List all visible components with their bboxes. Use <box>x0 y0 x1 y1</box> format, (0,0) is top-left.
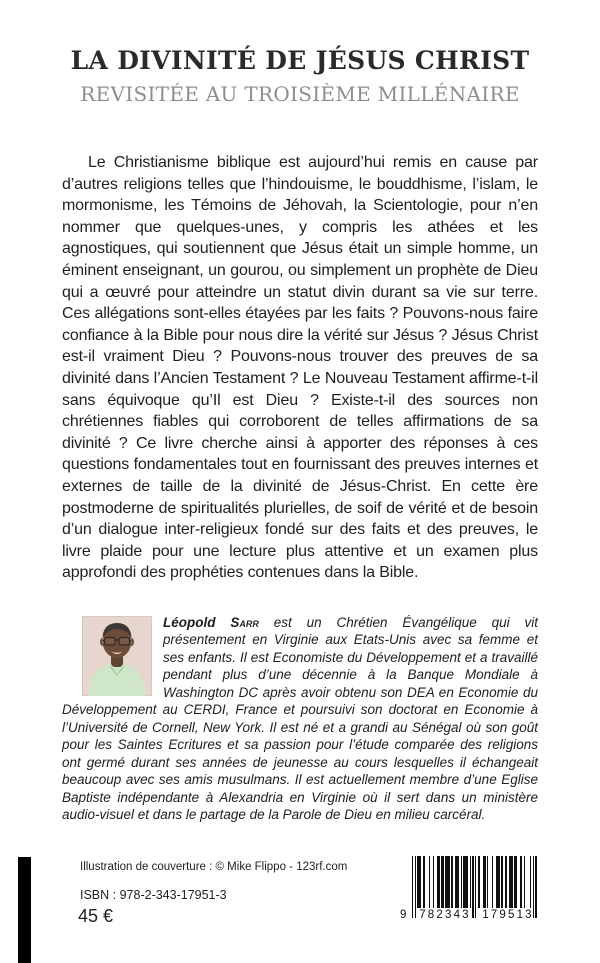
barcode-digit-group-1: 782343 <box>419 909 471 921</box>
author-name <box>163 615 259 630</box>
author-portrait-photo <box>82 616 152 696</box>
author-last-name: Sarr <box>230 614 259 630</box>
author-bio-text: est un Chrétien Évangélique qui vit présentement en Virginie aux Etats-Unis avec sa femme et ses enfants. Il est Economiste du Développement et a travaillé pendant plus d’une décennie à la Banque Mondiale à Washington DC après avoir obtenu son DEA en Economie du Développement au CERDI, France et poursuivi son doctorat en Economie à l’Université de Cornell, New York. Il est né et a grandi au Sénégal où son goût pour les Saintes Ecritures et sa passion pour l’étude comparée des religions ont germé durant ses années de jeunesse au cours lesquelles il échangeait beaucoup avec ses amis musulmans. Il est actuellement membre d’une Eglise Baptiste indépendante à Alexandria en Virginie où il sert dans un ministère audio-visuel et dans le partage de la Parole de Dieu en milieu carcéral. <box>62 614 538 823</box>
ean13-barcode <box>400 856 538 926</box>
content-column <box>62 0 538 824</box>
price-text: 45 € <box>78 906 114 926</box>
barcode-lead-digit: 9 <box>400 909 407 921</box>
book-subtitle: REVISITÉE AU TROISIÈME MILLÉNAIRE <box>80 82 520 106</box>
barcode-digit-group-2: 179513 <box>482 909 534 921</box>
author-bio-section <box>62 614 538 824</box>
title-block <box>62 0 538 107</box>
isbn-text: ISBN : 978-2-343-17951-3 <box>80 888 227 902</box>
spine-print-mark-bar <box>18 857 31 963</box>
synopsis-paragraph: Le Christianisme biblique est aujourd’hui remis en cause par d’autres religions telles que l’hindouisme, le bouddhisme, l’islam, le mormonisme, les Témoins de Jéhovah, la Scientologie, pour n’en nommer que quelques-unes, y compris les athées et les agnostiques, qui soutiennent que Jésus était un simple homme, un éminent enseignant, un gourou, ou simplement un prophète de Dieu qui a œuvré pour atteindre un statut divin durant sa vie sur terre. Ces allégations sont-elles étayées par les faits ? Pouvons-nous faire confiance à la Bible pour nous dire la vérité sur Jésus ? Jésus Christ est-il vraiment Dieu ? Pouvons-nous trouver des preuves de sa divinité dans l’Ancien Testament ? Le Nouveau Testament affirme-t-il sans équivoque qu’Il est Dieu ? Existe-t-il des sources non chrétiennes fiables qui corroborent de telles affirmations de sa divinité ? Ce livre cherche ainsi à apporter des réponses à ces questions fondamentales tout en fournissant des preuves internes et externes de taille de la divinité de Jésus-Christ. En cette ère postmoderne de spiritualités plurielles, de soif de vérité et de besoin d’un dialogue inter-religieux fondé sur des faits et des preuves, le livre plaide pour une lecture plus attentive et un examen plus approfondi des prophéties contenues dans la Bible. <box>62 154 538 582</box>
author-first-name: Léopold <box>163 614 231 630</box>
illustration-credit: Illustration de couverture : © Mike Flippo - 123rf.com <box>80 861 348 873</box>
book-title: LA DIVINITÉ DE JÉSUS CHRIST <box>70 46 530 75</box>
